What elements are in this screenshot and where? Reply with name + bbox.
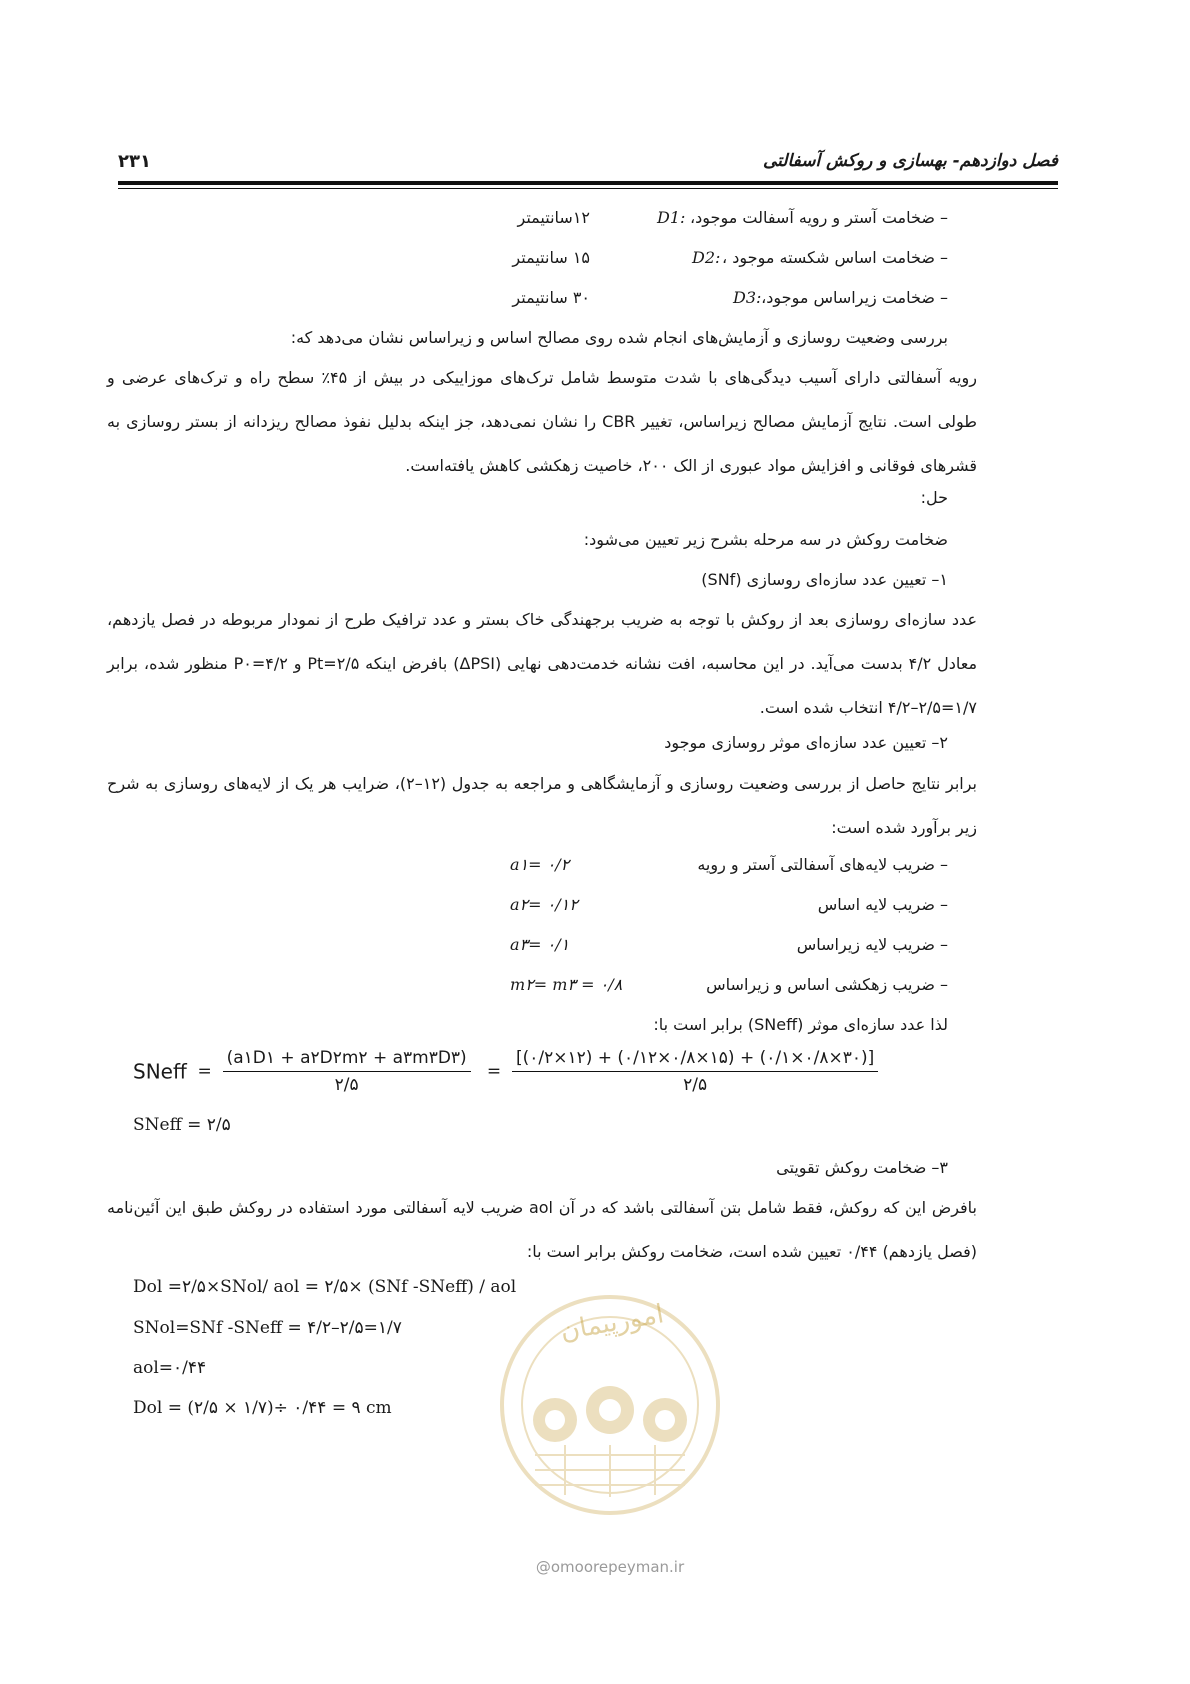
coef-label-2: – ضریب لایه اساس bbox=[817, 895, 948, 914]
coef-label-3: – ضریب لایه زیراساس bbox=[796, 935, 948, 954]
step3-paragraph: بافرض این که روکش، فقط شامل بتن آسفالتی باشد که در آن aol ضریب لایه آسفالتی مورد استفاده در روکش طبق این آئین‌نامه (فصل یازدهم) ۰/۴۴ تعیین شده است، ضخامت روکش برابر است با: bbox=[107, 1198, 977, 1261]
layer-value-3: ۳۰ سانتیمتر bbox=[512, 288, 590, 307]
watermark-brand: امورپیمان bbox=[558, 1299, 667, 1347]
sneff-fraction-symbolic bbox=[223, 1048, 471, 1095]
step2-title: ۲– تعیین عدد سازه‌ای موثر روسازی موجود bbox=[664, 733, 948, 752]
sneff-lhs: SNeff bbox=[133, 1059, 187, 1084]
equation-aol: aol=۰/۴۴ bbox=[133, 1358, 207, 1378]
solution-label: حل: bbox=[920, 488, 948, 507]
sneff-denominator-symbolic: ۲/۵ bbox=[334, 1075, 359, 1095]
page-number: ۲۳۱ bbox=[118, 151, 151, 172]
header-rule-thin bbox=[118, 188, 1058, 189]
layer-label-2: – ضخامت اساس شکسته موجود ، bbox=[722, 248, 948, 267]
step3-title: ۳– ضخامت روکش تقویتی bbox=[776, 1158, 948, 1177]
step2-paragraph: برابر نتایج حاصل از بررسی وضعیت روسازی و آزمایشگاهی و مراجعه به جدول (۱۲–۲)، ضرایب هر یک از لایه‌های روسازی به شرح زیر برآورد شده است: bbox=[107, 774, 977, 837]
layer-value-1: ۱۲سانتیمتر bbox=[517, 208, 590, 227]
equation-dol-result: Dol = (۲/۵ × ۱/۷)÷ ۰/۴۴ = ۹ cm bbox=[133, 1398, 392, 1418]
watermark-url: @omoorepeyman.ir bbox=[535, 1558, 685, 1576]
coef-value-4: m۲= m۳ = ۰/۸ bbox=[510, 975, 623, 994]
step1-title: ۱– تعیین عدد سازه‌ای روسازی (SNf) bbox=[701, 570, 948, 589]
damage-paragraph: رویه آسفالتی دارای آسیب دیدگی‌های با شدت متوسط شامل ترک‌های موزاییکی در بیش از ۴۵٪ سطح راه و ترک‌های عرضی و طولی است. نتایج آزمایش مصالح زیراساس، تغییر CBR را نشان نمی‌دهد، جز اینکه بدلیل نفوذ مصالح ریزدانه از بستر روسازی به قشرهای فوقانی و افزایش مواد عبوری از الک ۲۰۰، خاصیت زهکشی کاهش یافته‌است. bbox=[107, 368, 977, 475]
coef-label-1: – ضریب لایه‌های آسفالتی آستر و رویه bbox=[697, 855, 948, 874]
layer-label-3: – ضخامت زیراساس موجود، bbox=[761, 288, 948, 307]
sneff-denominator-numeric: ۲/۵ bbox=[683, 1075, 708, 1095]
coef-label-4: – ضریب زهکشی اساس و زیراساس bbox=[706, 975, 948, 994]
equation-dol: Dol =۲/۵×SNol/ aol = ۲/۵× (SNf -SNeff) / aol bbox=[133, 1277, 517, 1297]
step1-paragraph: عدد سازه‌ای روسازی بعد از روکش با توجه به ضریب برجهندگی خاک بستر و عدد ترافیک طرح از نمودار مربوطه در فصل یازدهم، معادل ۴/۲ بدست می‌آید. در این محاسبه، افت نشانه خدمت‌دهی نهایی (ΔPSI) بافرض اینکه Pt=۲/۵ و P۰=۴/۲ منظور شده، برابر ۱/۷=۲/۵–۴/۲ انتخاب شده است. bbox=[107, 610, 978, 717]
sneff-formula: SNeff = $\frac{(a۱D۱ + a۲D۲m۲ + a۳m۳D۳)}{۲/۵}$ = $\frac{[(۰/۲\times ۱۲) + (۰/۱۲\times ۰/۸\times ۱۵) + (۰/۱\times ۰/۸\times ۳۰)]}{۲/۵}$ bbox=[133, 1048, 878, 1095]
coef-value-1: a۱= ۰/۲ bbox=[510, 855, 570, 874]
layer-label-1: – ضخامت آستر و رویه آسفالت موجود، bbox=[690, 208, 948, 227]
coef-value-3: a۳= ۰/۱ bbox=[510, 935, 570, 954]
layer-value-2: ۱۵ سانتیمتر bbox=[512, 248, 590, 267]
equation-snol: SNol=SNf -SNeff = ۴/۲–۲/۵=۱/۷ bbox=[133, 1318, 402, 1338]
sneff-fraction-numeric bbox=[512, 1048, 878, 1095]
layer-symbol-1: D1: bbox=[657, 208, 686, 227]
chapter-title: فصل دوازدهم- بهسازی و روکش آسفالتی bbox=[762, 151, 1058, 171]
steps-intro: ضخامت روکش در سه مرحله بشرح زیر تعیین می‌شود: bbox=[583, 530, 948, 549]
sneff-numerator-numeric: [(۰/۲×۱۲) + (۰/۱۲×۰/۸×۱۵) + (۰/۱×۰/۸×۳۰)] bbox=[512, 1048, 878, 1072]
header-rule-thick bbox=[118, 181, 1058, 185]
sneff-intro: لذا عدد سازه‌ای موثر (SNeff) برابر است با: bbox=[653, 1015, 948, 1034]
intro-paragraph: بررسی وضعیت روسازی و آزمایش‌های انجام شده روی مصالح اساس و زیراساس نشان می‌دهد که: bbox=[290, 328, 948, 347]
coef-value-2: a۲= ۰/۱۲ bbox=[510, 895, 578, 914]
sneff-numerator-symbolic: (a۱D۱ + a۲D۲m۲ + a۳m۳D۳) bbox=[223, 1048, 471, 1072]
layer-symbol-3: D3: bbox=[733, 288, 762, 307]
sneff-result: SNeff = ۲/۵ bbox=[133, 1115, 231, 1135]
layer-symbol-2: D2: bbox=[692, 248, 721, 267]
